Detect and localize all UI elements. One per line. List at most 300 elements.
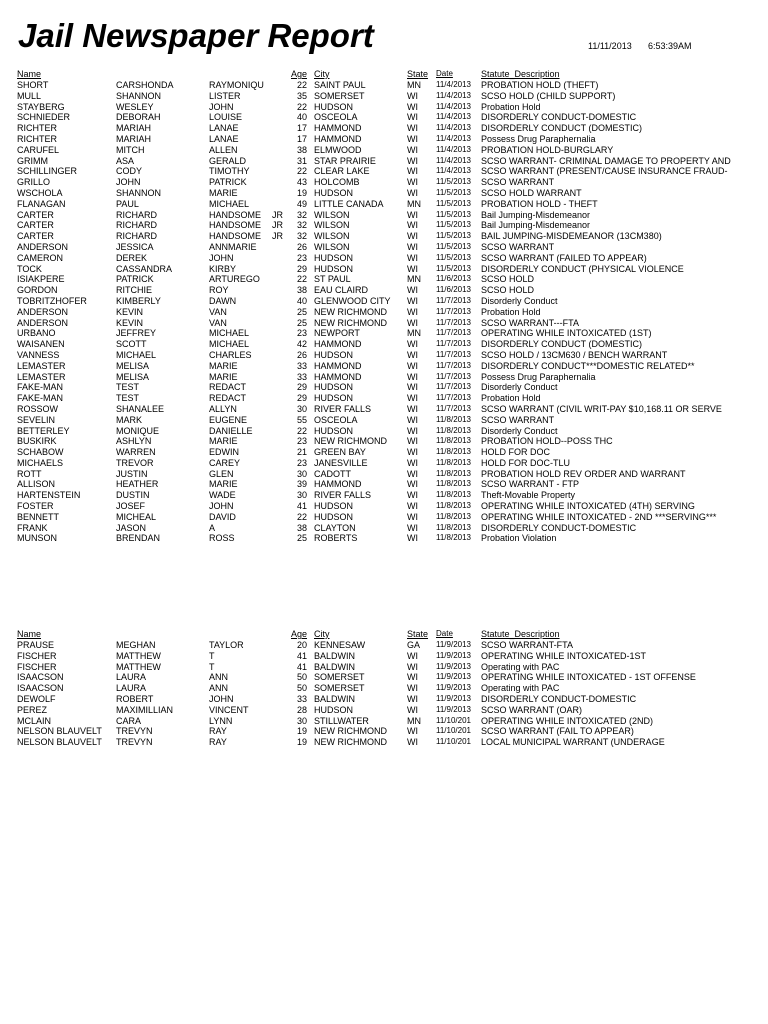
age-cell: 32 bbox=[296, 231, 307, 242]
last-name-cell: BETTERLEY bbox=[17, 425, 70, 436]
first-name-cell: MELISA bbox=[116, 360, 150, 371]
city-cell: HUDSON bbox=[314, 393, 354, 404]
city-cell: HAMMOND bbox=[314, 133, 362, 144]
table-row bbox=[0, 112, 768, 123]
date-cell: 11/7/2013 bbox=[436, 306, 471, 316]
first-name-cell: JUSTIN bbox=[116, 468, 148, 479]
middle-name-cell: DANIELLE bbox=[209, 425, 253, 436]
age-cell: 55 bbox=[296, 414, 307, 425]
statute-cell: DISORDERLY CONDUCT***DOMESTIC RELATED** bbox=[481, 360, 695, 371]
last-name-cell: FLANAGAN bbox=[17, 198, 66, 209]
city-cell: KENNESAW bbox=[314, 640, 366, 650]
city-cell: HUDSON bbox=[314, 252, 354, 263]
statute-cell: DISORDERLY CONDUCT-DOMESTIC bbox=[481, 693, 637, 704]
middle-name-cell: RAY bbox=[209, 726, 227, 737]
last-name-cell: SHORT bbox=[17, 80, 49, 90]
age-cell: 19 bbox=[296, 187, 307, 198]
statute-cell: Possess Drug Paraphernalia bbox=[481, 133, 596, 144]
statute-cell: SCSO WARRANT (FAIL TO APPEAR) bbox=[481, 726, 634, 737]
city-cell: NEW RICHMOND bbox=[314, 726, 387, 737]
age-cell: 17 bbox=[296, 133, 307, 144]
date-cell: 11/8/2013 bbox=[436, 425, 471, 435]
date-cell: 11/7/2013 bbox=[436, 328, 471, 338]
statute-cell: SCSO HOLD (CHILD SUPPORT) bbox=[481, 90, 616, 101]
date-cell: 11/8/2013 bbox=[436, 436, 471, 446]
city-cell: HUDSON bbox=[314, 101, 354, 112]
statute-cell: OPERATING WHILE INTOXICATED-1ST bbox=[481, 650, 647, 661]
table-row bbox=[0, 91, 768, 102]
last-name-cell: CARTER bbox=[17, 209, 54, 220]
statute-cell: Operating with PAC bbox=[481, 661, 560, 672]
city-cell: STILLWATER bbox=[314, 715, 369, 726]
date-cell: 11/9/2013 bbox=[436, 683, 471, 693]
first-name-cell: TEST bbox=[116, 382, 140, 393]
table-row bbox=[0, 188, 768, 199]
col-header-state: State bbox=[407, 629, 429, 639]
first-name-cell: CARSHONDA bbox=[116, 80, 174, 90]
middle-name-cell: PATRICK bbox=[209, 177, 247, 188]
age-cell: 30 bbox=[296, 403, 307, 414]
statute-cell: SCSO HOLD WARRANT bbox=[481, 187, 582, 198]
col-header-statute: Statute_Description bbox=[481, 69, 560, 79]
state-cell: WI bbox=[407, 306, 418, 317]
state-cell: WI bbox=[407, 241, 418, 252]
city-cell: ST PAUL bbox=[314, 274, 351, 285]
last-name-cell: ISAACSON bbox=[17, 672, 64, 683]
table-row bbox=[0, 307, 768, 318]
city-cell: LITTLE CANADA bbox=[314, 198, 384, 209]
state-cell: WI bbox=[407, 317, 418, 328]
state-cell: MN bbox=[407, 328, 421, 339]
first-name-cell: JOHN bbox=[116, 177, 141, 188]
last-name-cell: URBANO bbox=[17, 328, 56, 339]
first-name-cell: DEREK bbox=[116, 252, 148, 263]
statute-cell: SCSO HOLD bbox=[481, 274, 535, 285]
statute-cell: BAIL JUMPING-MISDEMEANOR (13CM380) bbox=[481, 231, 662, 242]
statute-cell: Disorderly Conduct bbox=[481, 425, 558, 436]
last-name-cell: DEWOLF bbox=[17, 693, 56, 704]
city-cell: WILSON bbox=[314, 209, 350, 220]
city-cell: NEW RICHMOND bbox=[314, 306, 387, 317]
middle-name-cell: MICHAEL bbox=[209, 198, 250, 209]
statute-cell: PROBATION HOLD - THEFT bbox=[481, 198, 598, 209]
date-cell: 11/9/2013 bbox=[436, 672, 471, 682]
age-cell: 30 bbox=[296, 715, 307, 726]
state-cell: WI bbox=[407, 360, 418, 371]
middle-name-cell: ANN bbox=[209, 683, 229, 694]
city-cell: ROBERTS bbox=[314, 533, 358, 544]
last-name-cell: MUNSON bbox=[17, 533, 57, 544]
middle-name-cell: MARIE bbox=[209, 360, 238, 371]
first-name-cell: SHANALEE bbox=[116, 403, 165, 414]
middle-name-cell: JOHN bbox=[209, 101, 234, 112]
middle-name-cell: JOHN bbox=[209, 501, 234, 512]
age-cell: 17 bbox=[296, 123, 307, 134]
statute-cell: DISORDERLY CONDUCT (DOMESTIC) bbox=[481, 123, 643, 134]
middle-name-cell: A bbox=[209, 522, 216, 533]
age-cell: 29 bbox=[296, 382, 307, 393]
state-cell: MN bbox=[407, 198, 421, 209]
state-cell: WI bbox=[407, 425, 418, 436]
last-name-cell: MCLAIN bbox=[17, 715, 52, 726]
middle-name-cell: HANDSOME bbox=[209, 209, 262, 220]
table-row bbox=[0, 726, 768, 737]
table-row bbox=[0, 361, 768, 372]
statute-cell: OPERATING WHILE INTOXICATED (2ND) bbox=[481, 715, 654, 726]
statute-cell: Bail Jumping-Misdemeanor bbox=[481, 220, 591, 231]
first-name-cell: KEVIN bbox=[116, 306, 144, 317]
statute-cell: PROBATION HOLD REV ORDER AND WARRANT bbox=[481, 468, 686, 479]
statute-cell: DISORDERLY CONDUCT-DOMESTIC bbox=[481, 522, 637, 533]
last-name-cell: PEREZ bbox=[17, 704, 48, 715]
middle-name-cell: CHARLES bbox=[209, 349, 252, 360]
last-name-cell: FRANK bbox=[17, 522, 48, 533]
middle-name-cell: REDACT bbox=[209, 393, 247, 404]
statute-cell: Disorderly Conduct bbox=[481, 295, 558, 306]
col-header-date: Date bbox=[436, 629, 453, 638]
age-cell: 29 bbox=[296, 393, 307, 404]
middle-name-cell: REDACT bbox=[209, 382, 247, 393]
date-cell: 11/7/2013 bbox=[436, 339, 471, 349]
date-cell: 11/4/2013 bbox=[436, 123, 471, 133]
first-name-cell: ASA bbox=[116, 155, 135, 166]
last-name-cell: RICHTER bbox=[17, 133, 57, 144]
last-name-cell: VANNESS bbox=[17, 349, 60, 360]
last-name-cell: ISAACSON bbox=[17, 683, 64, 694]
state-cell: WI bbox=[407, 382, 418, 393]
first-name-cell: RICHARD bbox=[116, 209, 158, 220]
state-cell: WI bbox=[407, 447, 418, 458]
state-cell: WI bbox=[407, 220, 418, 231]
city-cell: BALDWIN bbox=[314, 650, 356, 661]
statute-cell: SCSO WARRANT-FTA bbox=[481, 640, 573, 650]
first-name-cell: MELISA bbox=[116, 371, 150, 382]
report-date: 11/11/2013 bbox=[588, 41, 632, 51]
statute-cell: DISORDERLY CONDUCT (DOMESTIC) bbox=[481, 339, 643, 350]
table-row bbox=[0, 350, 768, 361]
city-cell: HUDSON bbox=[314, 187, 354, 198]
last-name-cell: FAKE-MAN bbox=[17, 393, 64, 404]
statute-cell: OPERATING WHILE INTOXICATED (4TH) SERVING bbox=[481, 501, 695, 512]
middle-name-cell: JOHN bbox=[209, 693, 234, 704]
table-row bbox=[0, 382, 768, 393]
city-cell: CADOTT bbox=[314, 468, 351, 479]
date-cell: 11/5/2013 bbox=[436, 220, 471, 230]
first-name-cell: SHANNON bbox=[116, 187, 162, 198]
date-cell: 11/8/2013 bbox=[436, 490, 471, 500]
date-cell: 11/7/2013 bbox=[436, 393, 471, 403]
last-name-cell: CAMERON bbox=[17, 252, 64, 263]
date-cell: 11/8/2013 bbox=[436, 468, 471, 478]
age-cell: 21 bbox=[296, 447, 307, 458]
statute-cell: OPERATING WHILE INTOXICATED - 1ST OFFENSE bbox=[481, 672, 696, 683]
state-cell: WI bbox=[407, 726, 418, 737]
age-cell: 23 bbox=[296, 328, 307, 339]
table-header bbox=[0, 629, 768, 640]
last-name-cell: FISCHER bbox=[17, 650, 57, 661]
age-cell: 26 bbox=[296, 241, 307, 252]
middle-name-cell: EDWIN bbox=[209, 447, 239, 458]
table-row bbox=[0, 716, 768, 727]
age-cell: 19 bbox=[296, 726, 307, 737]
state-cell: MN bbox=[407, 80, 421, 90]
state-cell: WI bbox=[407, 209, 418, 220]
first-name-cell: CASSANDRA bbox=[116, 263, 173, 274]
age-cell: 25 bbox=[296, 317, 307, 328]
last-name-cell: FOSTER bbox=[17, 501, 54, 512]
date-cell: 11/6/2013 bbox=[436, 285, 471, 295]
state-cell: WI bbox=[407, 252, 418, 263]
date-cell: 11/7/2013 bbox=[436, 295, 471, 305]
first-name-cell: LAURA bbox=[116, 672, 147, 683]
table-row bbox=[0, 285, 768, 296]
date-cell: 11/5/2013 bbox=[436, 198, 471, 208]
table-row bbox=[0, 672, 768, 683]
last-name-cell: BUSKIRK bbox=[17, 436, 57, 447]
date-cell: 11/9/2013 bbox=[436, 640, 471, 649]
middle-name-cell: ALLEN bbox=[209, 144, 238, 155]
middle-name-cell: GERALD bbox=[209, 155, 247, 166]
table-row bbox=[0, 231, 768, 242]
city-cell: SAINT PAUL bbox=[314, 80, 366, 90]
last-name-cell: GRIMM bbox=[17, 155, 48, 166]
statute-cell: OPERATING WHILE INTOXICATED - 2ND ***SERVING*** bbox=[481, 511, 717, 522]
table-row bbox=[0, 156, 768, 167]
first-name-cell: MATTHEW bbox=[116, 661, 161, 672]
state-cell: WI bbox=[407, 285, 418, 296]
state-cell: WI bbox=[407, 522, 418, 533]
last-name-cell: SEVELIN bbox=[17, 414, 56, 425]
table-row bbox=[0, 80, 768, 91]
table-row bbox=[0, 662, 768, 673]
first-name-cell: PATRICK bbox=[116, 274, 154, 285]
statute-cell: PROBATION HOLD (THEFT) bbox=[481, 80, 599, 90]
date-cell: 11/8/2013 bbox=[436, 511, 471, 521]
last-name-cell: SCHNIEDER bbox=[17, 112, 71, 123]
city-cell: BALDWIN bbox=[314, 661, 356, 672]
date-cell: 11/7/2013 bbox=[436, 382, 471, 392]
state-cell: WI bbox=[407, 672, 418, 683]
state-cell: WI bbox=[407, 123, 418, 134]
table-row bbox=[0, 199, 768, 210]
state-cell: WI bbox=[407, 339, 418, 350]
middle-name-cell: LYNN bbox=[209, 715, 233, 726]
last-name-cell: ANDERSON bbox=[17, 317, 69, 328]
age-cell: 31 bbox=[296, 155, 307, 166]
table-row bbox=[0, 393, 768, 404]
date-cell: 11/10/201 bbox=[436, 726, 471, 736]
table-row bbox=[0, 694, 768, 705]
col-header-statute: Statute_Description bbox=[481, 629, 560, 639]
first-name-cell: DUSTIN bbox=[116, 490, 150, 501]
age-cell: 23 bbox=[296, 252, 307, 263]
middle-name-cell: JOHN bbox=[209, 252, 234, 263]
city-cell: ELMWOOD bbox=[314, 144, 362, 155]
middle-name-cell: TIMOTHY bbox=[209, 166, 250, 177]
col-header-date: Date bbox=[436, 69, 453, 78]
table-row bbox=[0, 458, 768, 469]
first-name-cell: CODY bbox=[116, 166, 143, 177]
table-row bbox=[0, 501, 768, 512]
middle-name-cell: HANDSOME bbox=[209, 220, 262, 231]
city-cell: HAMMOND bbox=[314, 479, 362, 490]
table-row bbox=[0, 372, 768, 383]
state-cell: WI bbox=[407, 479, 418, 490]
table-header bbox=[0, 69, 768, 80]
last-name-cell: WAISANEN bbox=[17, 339, 65, 350]
state-cell: WI bbox=[407, 231, 418, 242]
date-cell: 11/8/2013 bbox=[436, 479, 471, 489]
middle-name-cell: MARIE bbox=[209, 479, 238, 490]
age-cell: 38 bbox=[296, 144, 307, 155]
state-cell: WI bbox=[407, 403, 418, 414]
first-name-cell: MATTHEW bbox=[116, 650, 161, 661]
table-row bbox=[0, 533, 768, 544]
age-cell: 50 bbox=[296, 672, 307, 683]
date-cell: 11/4/2013 bbox=[436, 90, 471, 100]
middle-name-cell: ROSS bbox=[209, 533, 235, 544]
statute-cell: LOCAL MUNICIPAL WARRANT (UNDERAGE bbox=[481, 737, 665, 748]
last-name-cell: NELSON BLAUVELT bbox=[17, 726, 102, 737]
state-cell: WI bbox=[407, 468, 418, 479]
last-name-cell: BENNETT bbox=[17, 511, 60, 522]
statute-cell: HOLD FOR DOC-TLU bbox=[481, 457, 571, 468]
date-cell: 11/5/2013 bbox=[436, 263, 471, 273]
first-name-cell: HEATHER bbox=[116, 479, 159, 490]
city-cell: HOLCOMB bbox=[314, 177, 360, 188]
first-name-cell: RICHARD bbox=[116, 220, 158, 231]
table-row bbox=[0, 264, 768, 275]
state-cell: WI bbox=[407, 133, 418, 144]
last-name-cell: STAYBERG bbox=[17, 101, 65, 112]
age-cell: 32 bbox=[296, 220, 307, 231]
date-cell: 11/5/2013 bbox=[436, 231, 471, 241]
state-cell: WI bbox=[407, 501, 418, 512]
state-cell: WI bbox=[407, 683, 418, 694]
age-cell: 22 bbox=[296, 274, 307, 285]
last-name-cell: CARTER bbox=[17, 220, 54, 231]
middle-name-cell: LANAE bbox=[209, 123, 239, 134]
city-cell: NEW RICHMOND bbox=[314, 737, 387, 748]
middle-name-cell: LOUISE bbox=[209, 112, 243, 123]
city-cell: RIVER FALLS bbox=[314, 403, 372, 414]
city-cell: HAMMOND bbox=[314, 339, 362, 350]
first-name-cell: MARK bbox=[116, 414, 143, 425]
date-cell: 11/8/2013 bbox=[436, 447, 471, 457]
middle-name-cell: ARTUREGO bbox=[209, 274, 260, 285]
age-cell: 20 bbox=[296, 640, 307, 650]
middle-name-cell: T bbox=[209, 650, 215, 661]
state-cell: WI bbox=[407, 661, 418, 672]
middle-name-cell: LISTER bbox=[209, 90, 241, 101]
middle-name-cell: VINCENT bbox=[209, 704, 249, 715]
last-name-cell: TOBRITZHOFER bbox=[17, 295, 87, 306]
date-cell: 11/7/2013 bbox=[436, 371, 471, 381]
table-row bbox=[0, 737, 768, 748]
date-cell: 11/7/2013 bbox=[436, 360, 471, 370]
first-name-cell: ASHLYN bbox=[116, 436, 152, 447]
city-cell: NEW RICHMOND bbox=[314, 436, 387, 447]
statute-cell: HOLD FOR DOC bbox=[481, 447, 551, 458]
state-cell: WI bbox=[407, 436, 418, 447]
city-cell: SOMERSET bbox=[314, 672, 365, 683]
city-cell: SOMERSET bbox=[314, 683, 365, 694]
last-name-cell: ANDERSON bbox=[17, 306, 69, 317]
col-header-city: City bbox=[314, 69, 330, 79]
middle-name-cell: ALLYN bbox=[209, 403, 237, 414]
suffix-cell: JR bbox=[272, 209, 283, 220]
middle-name-cell: T bbox=[209, 661, 215, 672]
table-row bbox=[0, 328, 768, 339]
middle-name-cell: VAN bbox=[209, 306, 227, 317]
table-row bbox=[0, 436, 768, 447]
table-row bbox=[0, 253, 768, 264]
first-name-cell: KIMBERLY bbox=[116, 295, 161, 306]
state-cell: WI bbox=[407, 704, 418, 715]
table-row bbox=[0, 296, 768, 307]
city-cell: HAMMOND bbox=[314, 360, 362, 371]
state-cell: WI bbox=[407, 90, 418, 101]
last-name-cell: NELSON BLAUVELT bbox=[17, 737, 102, 748]
city-cell: SOMERSET bbox=[314, 90, 365, 101]
age-cell: 33 bbox=[296, 693, 307, 704]
age-cell: 29 bbox=[296, 263, 307, 274]
state-cell: WI bbox=[407, 112, 418, 123]
age-cell: 26 bbox=[296, 349, 307, 360]
statute-cell: SCSO WARRANT bbox=[481, 177, 555, 188]
middle-name-cell: GLEN bbox=[209, 468, 234, 479]
state-cell: WI bbox=[407, 263, 418, 274]
table-row bbox=[0, 683, 768, 694]
first-name-cell: TEST bbox=[116, 393, 140, 404]
last-name-cell: SCHABOW bbox=[17, 447, 64, 458]
first-name-cell: KEVIN bbox=[116, 317, 144, 328]
statute-cell: SCSO WARRANT - FTP bbox=[481, 479, 580, 490]
col-header-city: City bbox=[314, 629, 330, 639]
table-row bbox=[0, 447, 768, 458]
last-name-cell: LEMASTER bbox=[17, 360, 66, 371]
city-cell: RIVER FALLS bbox=[314, 490, 372, 501]
table-row bbox=[0, 145, 768, 156]
first-name-cell: WESLEY bbox=[116, 101, 154, 112]
suffix-cell: JR bbox=[272, 231, 283, 242]
table-row bbox=[0, 404, 768, 415]
table-row bbox=[0, 102, 768, 113]
city-cell: HUDSON bbox=[314, 511, 354, 522]
statute-cell: Probation Hold bbox=[481, 101, 541, 112]
date-cell: 11/8/2013 bbox=[436, 501, 471, 511]
last-name-cell: LEMASTER bbox=[17, 371, 66, 382]
date-cell: 11/9/2013 bbox=[436, 704, 471, 714]
first-name-cell: MICHAEL bbox=[116, 349, 157, 360]
table-row bbox=[0, 490, 768, 501]
middle-name-cell: CAREY bbox=[209, 457, 241, 468]
state-cell: WI bbox=[407, 490, 418, 501]
middle-name-cell: DAVID bbox=[209, 511, 236, 522]
state-cell: WI bbox=[407, 177, 418, 188]
first-name-cell: TREVYN bbox=[116, 726, 153, 737]
first-name-cell: MAXIMILLIAN bbox=[116, 704, 174, 715]
middle-name-cell: EUGENE bbox=[209, 414, 248, 425]
state-cell: WI bbox=[407, 511, 418, 522]
state-cell: WI bbox=[407, 349, 418, 360]
first-name-cell: SHANNON bbox=[116, 90, 162, 101]
age-cell: 43 bbox=[296, 177, 307, 188]
city-cell: HUDSON bbox=[314, 382, 354, 393]
statute-cell: SCSO HOLD / 13CM630 / BENCH WARRANT bbox=[481, 349, 668, 360]
table-row bbox=[0, 166, 768, 177]
first-name-cell: RICHARD bbox=[116, 231, 158, 242]
